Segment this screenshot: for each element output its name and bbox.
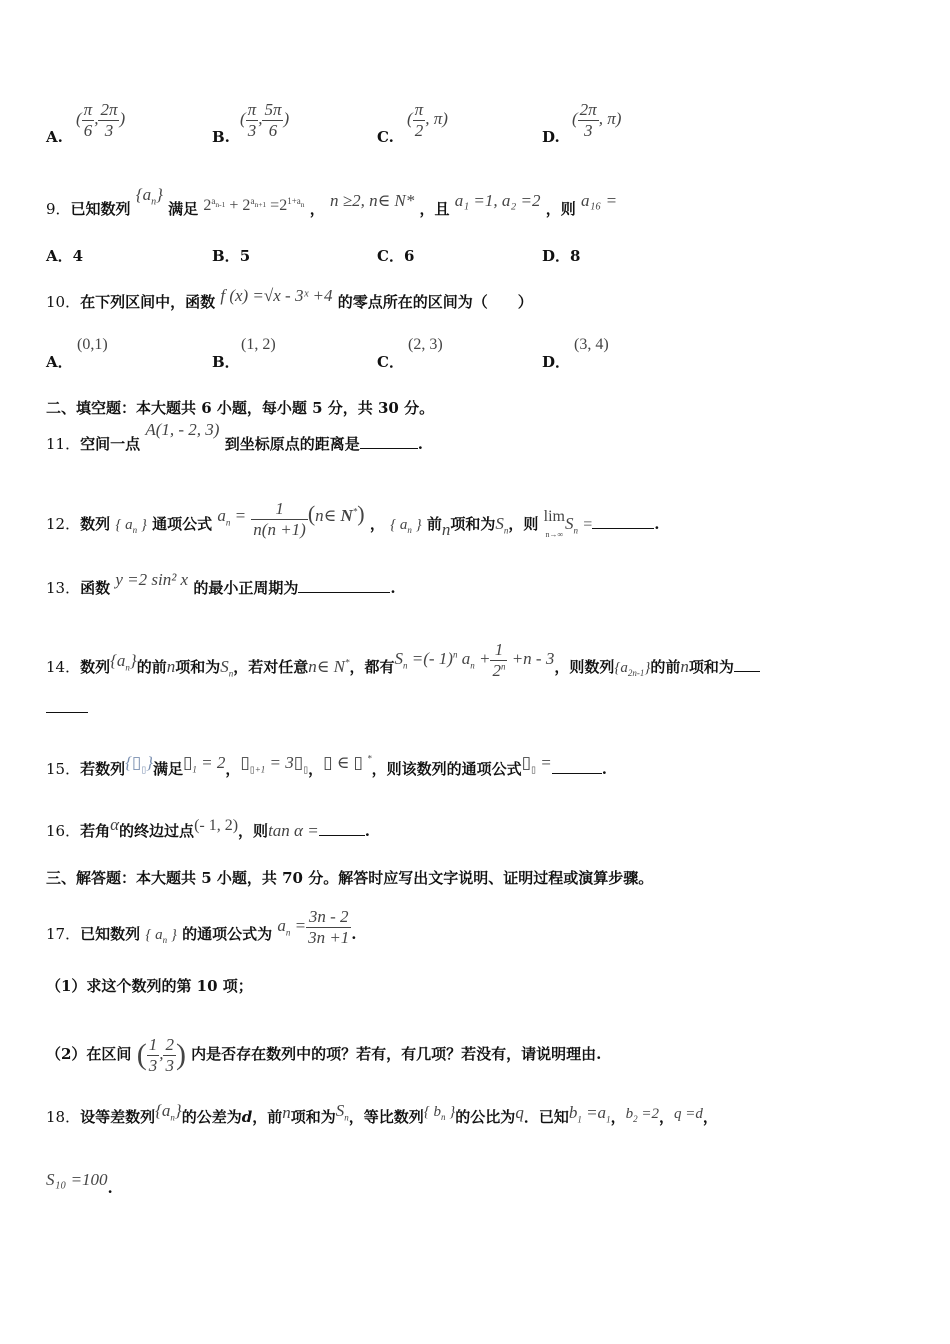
q16-question: 16．若角α的终边过点(- 1, 2)，则tan α = . xyxy=(46,815,370,840)
q14-question: 14．数列$\{a_n\}$的前n项和为$S_n$，若对任意n∈ N*，都有$S_n$ =(- 1)$^n$ $a_n$ + $\frac{1}{2^n}$ +n - 3，则数列$\{a_{2n-1}\}$的前n项和为 xyxy=(46,648,760,688)
q18-condition-s10: S₁₀ =100. xyxy=(46,1170,113,1197)
q8-option-d-value: ( $\frac{2\pi}{3}$ , π) xyxy=(572,100,622,140)
q12-question: 12．数列 { $a_n$ } 通项公式 $a_n$ = $\frac{1}{n(n +1)}$ (n∈ N*) ， { $a_n$ } 前n项和为$S_n$，则 lim $n\to\infty S_n$ = . xyxy=(46,499,660,540)
q8-option-a-label: A. xyxy=(46,128,63,146)
q8-option-a-value: ( $\frac{\pi}{6}$ , $\frac{2\pi}{3}$ ) xyxy=(76,100,126,140)
q10-option-d-label: D． xyxy=(542,353,571,371)
q9-option-b: B．5 xyxy=(212,247,251,265)
q9-option-c: C．6 xyxy=(377,247,415,265)
q16-answer-blank xyxy=(319,821,365,836)
q10-option-c-label: C． xyxy=(377,353,404,371)
q15-answer-blank xyxy=(552,759,602,774)
q10-option-c-value: (2, 3) xyxy=(408,336,443,353)
q8-option-d-label: D. xyxy=(542,128,560,146)
section-2-heading: 二、填空题：本大题共 6 小题，每小题 5 分，共 30 分。 xyxy=(46,399,435,417)
section-3-heading: 三、解答题：本大题共 5 小题，共 70 分。解答时应写出文字说明、证明过程或演算步骤。 xyxy=(46,869,654,887)
q11-answer-blank xyxy=(360,434,418,449)
q9-option-a: A．4 xyxy=(46,247,84,265)
q15-question: 15．若数列$\{▯_▯\}$满足$▯_1 = 2$，$▯_{▯+1}$ = $3▯_▯$，▯ ∈ ▯ *，则该数列的通项公式$▯_▯$ = . xyxy=(46,753,607,778)
q13-answer-blank xyxy=(298,578,390,593)
q9-option-d: D．8 xyxy=(542,247,581,265)
q17-part-1: （1）求这个数列的第 10 项； xyxy=(46,977,253,995)
q11-question: 11．空间一点 A(1, - 2, 3) 到坐标原点的距离是 . xyxy=(46,420,423,453)
q10-option-a-label: A． xyxy=(46,353,73,371)
q10-option-b-value: (1, 2) xyxy=(241,336,276,353)
q14-answer-blank-part2 xyxy=(46,712,88,713)
q12-answer-blank xyxy=(592,514,654,529)
q9-question: 9．已知数列 $\{a_n\}$ 满足 $2^{a_{n-1}} + 2^{a_{n+1}} =2^{1+a_n}$ ， n ≥2, n∈ N* ，且 a₁ =1, a₂ =2 ，则 a₁₆ = xyxy=(46,185,618,218)
q13-question: 13．函数 y =2 sin² x 的最小正周期为 . xyxy=(46,570,396,597)
q8-option-c-value: ( $\frac{\pi}{2}$ , π) xyxy=(407,100,448,140)
q18-question: 18．设等差数列$\{a_n\}$的公差为d，前n项和为$S_n$，等比数列{ $b_n$ }的公比为q．已知$b_1 =a_1$，$b_2 =2$，q =d， xyxy=(46,1101,718,1126)
q8-option-b-label: B. xyxy=(212,128,230,146)
q17-question: 17．已知数列 { $a_n$ } 的通项公式为 $a_n$ = $\frac{3n - 2}{3n +1}$ . xyxy=(46,907,357,947)
q10-option-b-label: B． xyxy=(212,353,240,371)
q8-option-b-value: ( $\frac{\pi}{3}$ , $\frac{5\pi}{6}$ ) xyxy=(240,100,290,140)
q10-question: 10．在下列区间中，函数 f (x) =√x - 3ˣ +4 的零点所在的区间为（ ） xyxy=(46,286,533,311)
q10-option-d-value: (3, 4) xyxy=(574,336,609,353)
q10-option-a-value: (0,1) xyxy=(77,336,108,353)
q8-option-c-label: C. xyxy=(377,128,394,146)
q17-part-2: （2）在区间 ( $\frac{1}{3}$ , $\frac{2}{3}$ ) 内是否存在数列中的项？若有，有几项？若没有，请说明理由. xyxy=(46,1035,602,1075)
q14-answer-blank-part1 xyxy=(734,657,760,672)
